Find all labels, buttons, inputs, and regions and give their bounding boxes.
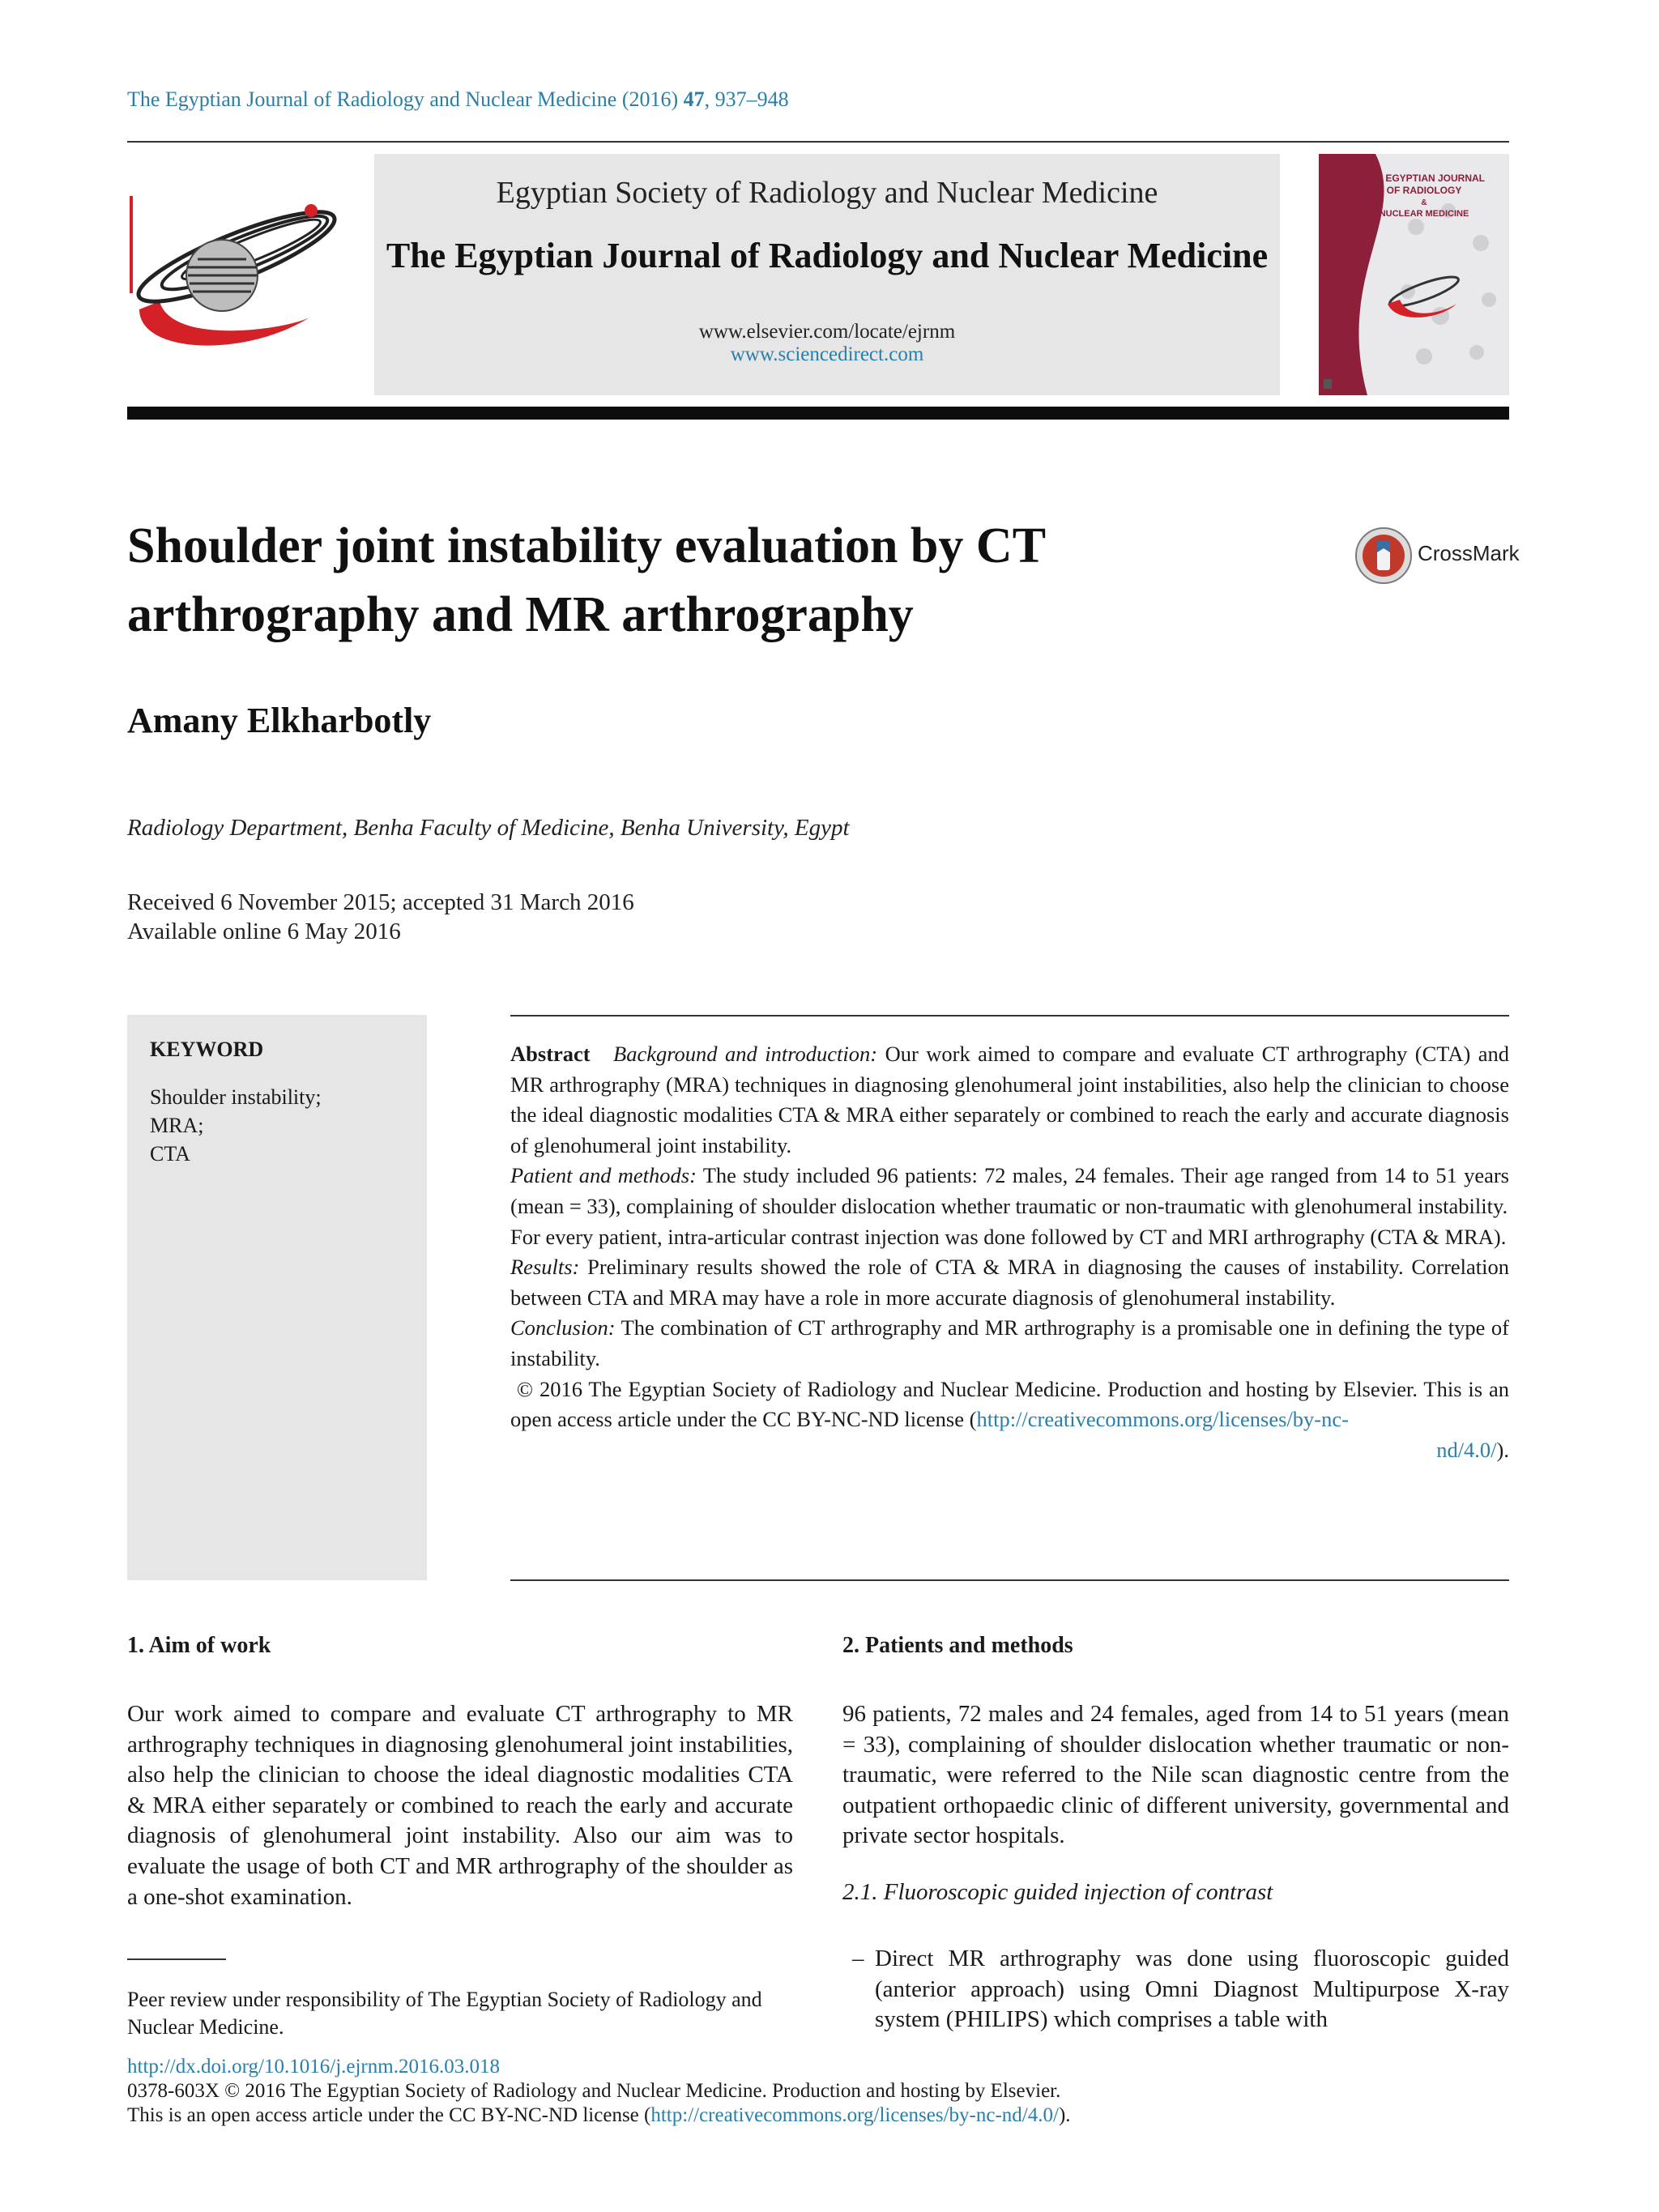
title-line-2: arthrography and MR arthrography xyxy=(127,587,914,642)
abstract-license-end xyxy=(510,1435,1509,1466)
author-name: Amany Elkharbotly xyxy=(127,701,432,740)
journal-citation[interactable] xyxy=(127,87,789,112)
patients-methods-label: Patient and methods: xyxy=(510,1163,697,1188)
citation-volume: 47 xyxy=(683,87,705,111)
peer-review-footnote: Peer review under responsibility of The Egyptian Society of Radiology and Nuclear Medicine. xyxy=(127,1988,762,2039)
license-link[interactable]: http://creativecommons.org/licenses/by-nc- xyxy=(976,1407,1349,1432)
conclusion-label: Conclusion: xyxy=(510,1315,616,1340)
abstract-background xyxy=(510,1039,1509,1161)
patients-methods-text: The study included 96 patients: 72 males, 24 females. Their age ranged from 14 to 51 years (mean = 33), complaining of shoulder dislocation whether traumatic or non-traumatic with glenohumeral instability. xyxy=(510,1163,1509,1218)
abstract-block xyxy=(510,1039,1509,1465)
section-body-aim: Our work aimed to compare and evaluate CT arthrography to MR arthrography techniques in diagnosing glenohumeral joint instabilities, also help the clinician to choose the ideal diagnostic modalities CTA & MRA either separately or combined to reach the early and accurate diagnosis of glenohumeral joint instability. Also our aim was to evaluate the usage of both CT and MR arthrography of the shoulder as a one-shot examination. xyxy=(127,1701,793,1910)
abstract-bottom-rule xyxy=(510,1579,1509,1581)
author-affiliation: Radiology Department, Benha Faculty of Medicine, Benha University, Egypt xyxy=(127,815,850,841)
article-title xyxy=(127,512,1326,650)
section-heading-aim: 1. Aim of work xyxy=(127,1633,271,1658)
patients-methods-text-2: For every patient, intra-articular contrast injection was done followed by CT and MRI arthrography (CTA & MRA). xyxy=(510,1224,1507,1249)
keyword-box xyxy=(127,1015,427,1580)
keyword-heading: KEYWORD xyxy=(150,1038,264,1061)
license-close: ). xyxy=(1496,1437,1509,1462)
section-heading-patients: 2. Patients and methods xyxy=(842,1633,1073,1658)
results-label: Results: xyxy=(510,1255,580,1280)
cover-title-line1: THE EGYPTIAN JOURNAL xyxy=(1363,173,1486,184)
society-name: Egyptian Society of Radiology and Nuclear Medicine xyxy=(496,176,1158,210)
doi-link[interactable]: http://dx.doi.org/10.1016/j.ejrnm.2016.03.018 xyxy=(127,2056,500,2078)
title-line-1: Shoulder joint instability evaluation by CT xyxy=(127,518,1047,573)
abstract-conclusion xyxy=(510,1313,1509,1374)
conclusion-text: The combination of CT arthrography and MR arthrography is a promisable one in defining the type of instability. xyxy=(510,1315,1509,1370)
citation-journal: The Egyptian Journal of Radiology and Nuclear Medicine (2016) xyxy=(127,87,679,111)
crossmark-label[interactable]: CrossMark xyxy=(1418,541,1520,565)
citation-pages: , 937–948 xyxy=(704,87,789,111)
cover-title-line3: & xyxy=(1421,198,1427,207)
abstract-copyright xyxy=(510,1375,1509,1435)
footnote-rule xyxy=(127,1958,226,1960)
list-item-text: Direct MR arthrography was done using fluoroscopic guided (anterior approach) using Omni Diagnost Multipurpose X-ray system (PHILIPS) which comprises a table with xyxy=(875,1946,1509,2033)
available-online-date: Available online 6 May 2016 xyxy=(127,918,401,944)
journal-cover-image xyxy=(1319,154,1509,395)
issn-copyright: 0378-603X © 2016 The Egyptian Society of Radiology and Nuclear Medicine. Production and hosting by Elsevier. xyxy=(127,2080,1061,2102)
copyright-text: © 2016 The Egyptian Society of Radiology and Nuclear Medicine. Production and hosting by Elsevier. This is an open access article under the CC BY-NC-ND license ( xyxy=(510,1376,1509,1432)
sciencedirect-link[interactable]: www.sciencedirect.com xyxy=(730,343,924,365)
license-suffix: ). xyxy=(1058,2104,1071,2126)
journal-name: The Egyptian Journal of Radiology and Nuclear Medicine xyxy=(386,236,1269,275)
keyword-item: MRA; xyxy=(150,1114,204,1137)
abstract-top-rule xyxy=(510,1015,1509,1016)
keyword-item: Shoulder instability; xyxy=(150,1085,322,1109)
abstract-patients-methods xyxy=(510,1161,1509,1221)
license-link-continued[interactable]: nd/4.0/ xyxy=(1436,1437,1497,1462)
journal-masthead xyxy=(374,154,1280,395)
top-rule xyxy=(127,141,1509,143)
background-text: Our work aimed to compare and evaluate CT arthrography (CTA) and MR arthrography (MRA) techniques in diagnosing glenohumeral joint instabilities, also help the clinician to choose the ideal diagnostic modalities CTA & MRA either separately or combined to reach the early and accurate diagnosis of glenohumeral joint instability. xyxy=(510,1042,1510,1157)
header-thick-rule xyxy=(127,407,1509,420)
subsection-heading-fluoroscopic: 2.1. Fluoroscopic guided injection of contrast xyxy=(842,1879,1273,1905)
footer-license xyxy=(127,2104,1071,2127)
keyword-list xyxy=(150,1083,322,1168)
footer-license-link[interactable]: http://creativecommons.org/licenses/by-nc-nd/4.0/ xyxy=(650,2104,1059,2126)
society-logo-icon xyxy=(123,180,366,374)
background-label: Background and introduction: xyxy=(613,1042,878,1066)
results-text: Preliminary results showed the role of CTA & MRA in diagnosing the causes of instability. Correlation between CTA and MRA may have a role in more accurate diagnosis of glenohumeral instability. xyxy=(510,1255,1510,1310)
abstract-label: Abstract xyxy=(510,1042,591,1066)
cover-title-line4: NUCLEAR MEDICINE xyxy=(1379,209,1469,219)
section-body-patients: 96 patients, 72 males and 24 females, aged from 14 to 51 years (mean = 33), complaining of shoulder dislocation whether traumatic or non-traumatic, were referred to the Nile scan diagnostic centre from the outpatient orthopaedic clinic of different university, governmental and private sector hospitals. xyxy=(842,1701,1509,1849)
keyword-item: CTA xyxy=(150,1142,190,1166)
elsevier-url[interactable]: www.elsevier.com/locate/ejrnm xyxy=(698,321,956,343)
abstract-results xyxy=(510,1252,1509,1313)
received-dates: Received 6 November 2015; accepted 31 March 2016 xyxy=(127,889,634,915)
list-bullet: – xyxy=(852,1946,864,1971)
license-prefix: This is an open access article under the CC BY-NC-ND license ( xyxy=(127,2104,651,2126)
cover-title-line2: OF RADIOLOGY xyxy=(1386,185,1462,196)
